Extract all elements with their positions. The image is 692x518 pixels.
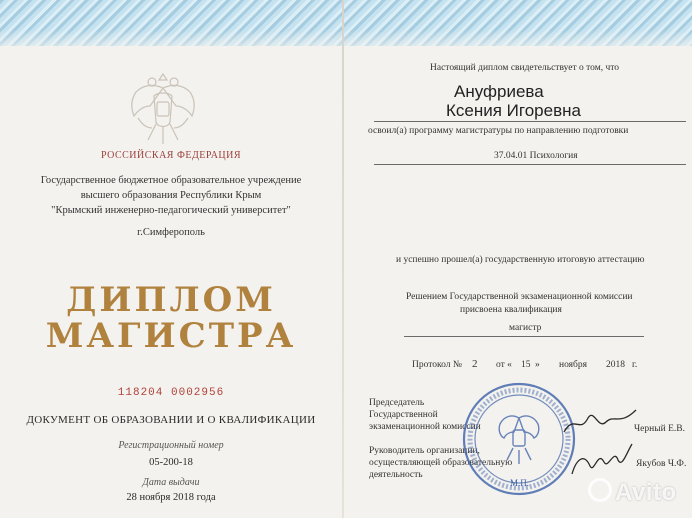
program-underline: [374, 164, 686, 165]
institution-line-2: высшего образования Республики Крым: [80, 190, 262, 201]
chair-line-3: экзаменационной комиссии: [369, 422, 481, 432]
city: г.Симферополь: [137, 227, 205, 238]
protocol-label: Протокол №: [412, 360, 462, 370]
program-name: 37.04.01 Психология: [494, 151, 578, 161]
intro-text: Настоящий диплом свидетельствует о том, что: [430, 63, 620, 73]
diploma-title: ДИПЛОМ: [66, 280, 276, 320]
head-line-1: Руководитель организации,: [369, 446, 480, 456]
qualification-underline: [404, 336, 644, 337]
left-page: [0, 0, 342, 518]
name-underline: [374, 121, 686, 122]
program-text: освоил(а) программу магистратуры по направлению подготовки: [368, 126, 629, 136]
issue-date-label: Дата выдачи: [142, 477, 200, 488]
head-signature: [566, 440, 636, 480]
chair-name: Черный Е.В.: [634, 424, 685, 434]
chair-line-2: Государственной: [369, 410, 438, 420]
head-name: Якубов Ч.Ф.: [636, 459, 687, 469]
protocol-number: 2: [472, 358, 478, 370]
diploma-subtitle: МАГИСТРА: [45, 316, 297, 356]
holder-surname: Ануфриева: [454, 82, 544, 101]
holder-given-names: Ксения Игоревна: [446, 101, 581, 120]
serial-number: 118204 0002956: [117, 387, 225, 399]
attestation-text: и успешно прошел(а) государственную итоговую аттестацию: [396, 255, 645, 265]
institution-line-1: Государственное бюджетное образовательное учреждение: [40, 175, 302, 186]
chair-line-1: Председатель: [369, 398, 425, 408]
institution-line-3: "Крымский инженерно-педагогический университет": [51, 205, 291, 216]
issue-date: 28 ноября 2018 года: [126, 492, 216, 503]
chair-signature: [560, 404, 640, 438]
protocol-year: 2018: [606, 360, 625, 370]
avito-watermark: [588, 478, 677, 507]
watermark-text: Avito: [615, 479, 677, 506]
country-name: РОССИЙСКАЯ ФЕДЕРАЦИЯ: [100, 150, 242, 161]
protocol-month: ноября: [559, 360, 587, 370]
registration-label: Регистрационный номер: [118, 440, 224, 451]
qualification: магистр: [509, 323, 542, 333]
protocol-from: от «: [496, 360, 512, 370]
stamp-mark: М.П.: [510, 478, 530, 488]
double-headed-eagle-emblem: [124, 66, 202, 148]
head-line-2: осуществляющей образовательную: [369, 458, 513, 468]
decision-line-2: присвоена квалификация: [460, 305, 562, 315]
protocol-day: 15: [521, 360, 531, 370]
protocol-day-close: »: [535, 360, 540, 370]
head-line-3: деятельность: [369, 470, 423, 480]
protocol-year-suffix: г.: [632, 360, 638, 370]
watermark-logo-icon: [588, 478, 612, 502]
decision-line-1: Решением Государственной экзаменационной комиссии: [406, 292, 633, 302]
registration-number: 05-200-18: [149, 457, 193, 468]
document-type: ДОКУМЕНТ ОБ ОБРАЗОВАНИИ И О КВАЛИФИКАЦИИ: [26, 414, 316, 426]
